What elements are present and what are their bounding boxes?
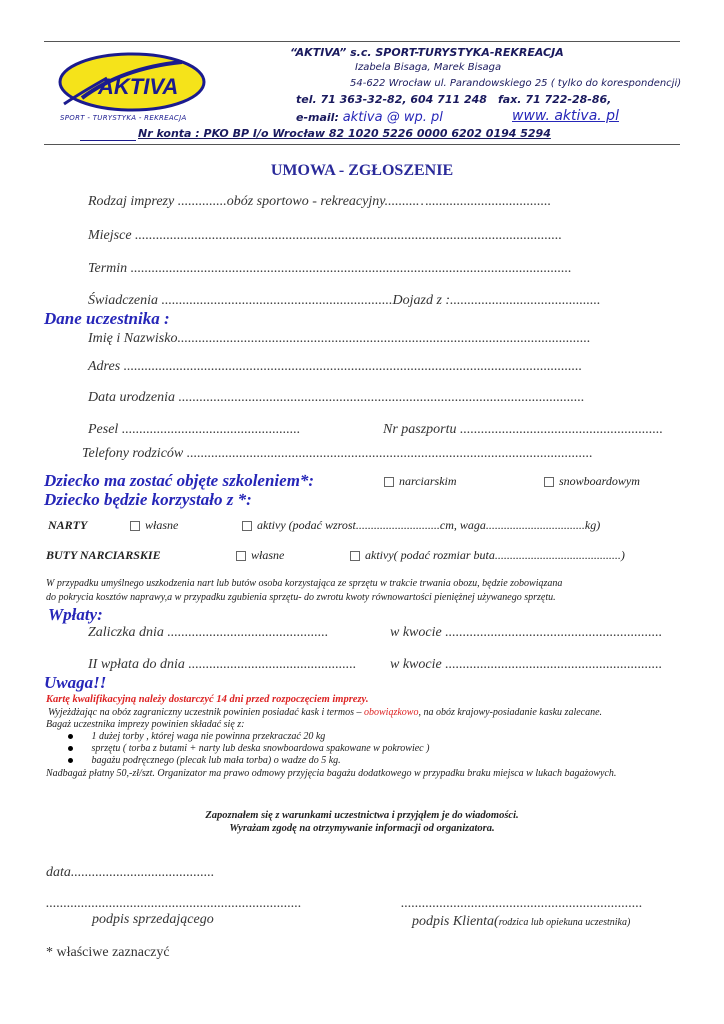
header-top-rule bbox=[44, 41, 680, 42]
field-rodzaj-imprezy: Rodzaj imprezy ..............obóz sportowo - rekreacyjny.........…................................... bbox=[88, 194, 552, 209]
bagaz-item-1 bbox=[68, 731, 325, 742]
field-telefony-rodzicow: Telefony rodziców .................................................................................................................... bbox=[82, 446, 593, 461]
field-zaliczka-dnia: Zaliczka dnia .............................................. bbox=[88, 625, 329, 640]
nadbagaz-note: Nadbagaż płatny 50,-zł/szt. Organizator ma prawo odmowy przyjęcia bagażu dodatkowego w przypadku braku miejsca w lukach bagażowych. bbox=[46, 768, 617, 779]
buty-wlasne-label: własne bbox=[251, 548, 285, 562]
field-ii-wplata-dnia: II wpłata do dnia ................................................ bbox=[88, 657, 357, 672]
tel-label: tel. bbox=[296, 93, 317, 106]
bank-account: Nr konta : PKO BP I/o Wrocław 82 1020 5226 0000 6202 0194 5294 bbox=[138, 127, 551, 140]
narty-aktivy-label: aktivy (podać wzrost............................cm, waga.................................kg) bbox=[257, 518, 601, 532]
narty-wlasne-label: własne bbox=[145, 518, 179, 532]
bagaz-item-1-text: 1 dużej torby , której waga nie powinna przekraczać 20 kg bbox=[91, 731, 326, 742]
email-line bbox=[296, 110, 443, 125]
signature-label-client bbox=[412, 912, 630, 930]
section-uwaga: Uwaga!! bbox=[44, 673, 107, 692]
signature-label-seller: podpis sprzedającego bbox=[92, 912, 214, 927]
karta-note: Kartę kwalifikacyjną należy dostarczyć 14 dni przed rozpoczęciem imprezy. bbox=[46, 694, 369, 705]
damage-note-line1: W przypadku umyślnego uszkodzenia nart lub butów osoba korzystająca ze sprzętu w trakcie trwania obozu, będzie zobowiązana bbox=[46, 578, 563, 589]
bullet-icon bbox=[68, 758, 73, 763]
bagaz-item-2 bbox=[68, 743, 429, 754]
narty-option-wlasne[interactable] bbox=[130, 518, 178, 533]
signature-line-seller: ......................................................................... bbox=[46, 896, 302, 911]
consent-line2: Wyrażam zgodę na otrzymywanie informacji od organizatora. bbox=[229, 823, 495, 834]
bank-account-underline-lead bbox=[80, 140, 136, 141]
field-miejsce: Miejsce .......................................................................................................................... bbox=[88, 228, 563, 243]
company-logo bbox=[52, 48, 212, 120]
logo-text: AKTIVA bbox=[98, 74, 179, 99]
tel-value: 71 363-32-82, 604 711 248 bbox=[320, 93, 487, 106]
page-title: UMOWA - ZGŁOSZENIE bbox=[270, 162, 454, 179]
footnote: * właściwe zaznaczyć bbox=[46, 945, 170, 960]
bullet-icon bbox=[68, 746, 73, 751]
signature-label-client-main: podpis Klienta( bbox=[412, 914, 499, 929]
website-link[interactable]: www. aktiva. pl bbox=[512, 108, 619, 124]
company-owners: Izabela Bisaga, Marek Bisaga bbox=[355, 62, 502, 73]
logo-subtitle: SPORT - TURYSTYKA - REKREACJA bbox=[60, 114, 187, 122]
buty-label: BUTY NARCIARSKIE bbox=[46, 548, 161, 562]
kask-note bbox=[48, 707, 602, 718]
kask-note-post: , na obóz krajowy-posiadanie kasku zalecane. bbox=[418, 707, 603, 718]
company-address: 54-622 Wrocław ul. Parandowskiego 25 ( tylko do korespondencji) bbox=[350, 78, 682, 89]
field-termin: Termin .............................................................................................................................. bbox=[88, 261, 572, 276]
field-imie-nazwisko: Imię i Nazwisko...................................................................................................................... bbox=[88, 331, 591, 346]
bagaz-intro: Bagaż uczestnika imprezy powinien składać się z: bbox=[46, 719, 245, 730]
bagaz-item-3 bbox=[68, 755, 341, 766]
option-snowboardowym-label: snowboardowym bbox=[559, 474, 640, 488]
fax-label: fax. bbox=[498, 93, 522, 106]
signature-line-client: ..................................................................... bbox=[401, 896, 643, 911]
option-narciarskim-label: narciarskim bbox=[399, 474, 457, 488]
phone-line bbox=[296, 93, 487, 106]
bullet-icon bbox=[68, 734, 73, 739]
checkbox-narty-aktivy[interactable] bbox=[242, 521, 252, 531]
field-swiadczenia: Świadczenia ..................................................................Dojazd z :........................................... bbox=[88, 293, 601, 308]
field-data: data......................................... bbox=[46, 865, 215, 880]
fax-line bbox=[498, 93, 611, 106]
field-adres: Adres ................................................................................................................................... bbox=[88, 359, 583, 374]
szkolenie-question: Dziecko ma zostać objęte szkoleniem*: bbox=[44, 471, 315, 490]
buty-option-aktivy[interactable] bbox=[350, 548, 625, 563]
korzystanie-question: Dziecko będzie korzystało z *: bbox=[44, 490, 252, 509]
email-link[interactable]: aktiva @ wp. pl bbox=[342, 110, 443, 125]
signature-label-client-note: rodzica lub opiekuna uczestnika) bbox=[498, 917, 631, 928]
checkbox-buty-wlasne[interactable] bbox=[236, 551, 246, 561]
header-bottom-rule bbox=[44, 144, 680, 145]
checkbox-narty-wlasne[interactable] bbox=[130, 521, 140, 531]
narty-option-aktivy[interactable] bbox=[242, 518, 600, 533]
option-snowboardowym[interactable] bbox=[544, 474, 640, 489]
kask-note-pre: Wyjeżdżając na obóz zagraniczny uczestnik powinien posiadać kask i termos – bbox=[48, 707, 362, 718]
bagaz-item-2-text: sprzętu ( torba z butami + narty lub deska snowboardowa spakowane w pokrowiec ) bbox=[91, 743, 430, 754]
kask-note-required: obowiązkowo bbox=[364, 707, 419, 718]
checkbox-buty-aktivy[interactable] bbox=[350, 551, 360, 561]
field-ii-wplata-kwota: w kwocie .............................................................. bbox=[390, 657, 663, 672]
fax-value: 71 722-28-86, bbox=[525, 93, 612, 106]
checkbox-snowboardowym[interactable] bbox=[544, 477, 554, 487]
company-name: “AKTIVA” s.c. SPORT-TURYSTYKA-REKREACJA bbox=[290, 46, 564, 59]
option-narciarskim[interactable] bbox=[384, 474, 457, 489]
consent-line1: Zapoznałem się z warunkami uczestnictwa i przyjąłem je do wiadomości. bbox=[205, 810, 519, 821]
bagaz-item-3-text: bagażu podręcznego (plecak lub mała torba) o wadze do 5 kg. bbox=[91, 755, 341, 766]
narty-label: NARTY bbox=[48, 518, 88, 532]
checkbox-narciarskim[interactable] bbox=[384, 477, 394, 487]
section-dane-uczestnika: Dane uczestnika : bbox=[44, 309, 170, 328]
email-label: e-mail: bbox=[296, 111, 339, 124]
field-zaliczka-kwota: w kwocie .............................................................. bbox=[390, 625, 663, 640]
damage-note-line2: do pokrycia kosztów naprawy,a w przypadku zgubienia sprzętu- do zwrotu kwoty równowartości pieniężnej używanego sprzętu. bbox=[46, 592, 556, 603]
field-nr-paszportu: Nr paszportu .......................................................... bbox=[383, 422, 664, 437]
buty-aktivy-label: aktivy( podać rozmiar buta..........................................) bbox=[365, 548, 625, 562]
buty-option-wlasne[interactable] bbox=[236, 548, 284, 563]
field-data-urodzenia: Data urodzenia .................................................................................................................... bbox=[88, 390, 585, 405]
section-wplaty: Wpłaty: bbox=[48, 605, 103, 624]
field-pesel: Pesel ................................................... bbox=[88, 422, 301, 437]
